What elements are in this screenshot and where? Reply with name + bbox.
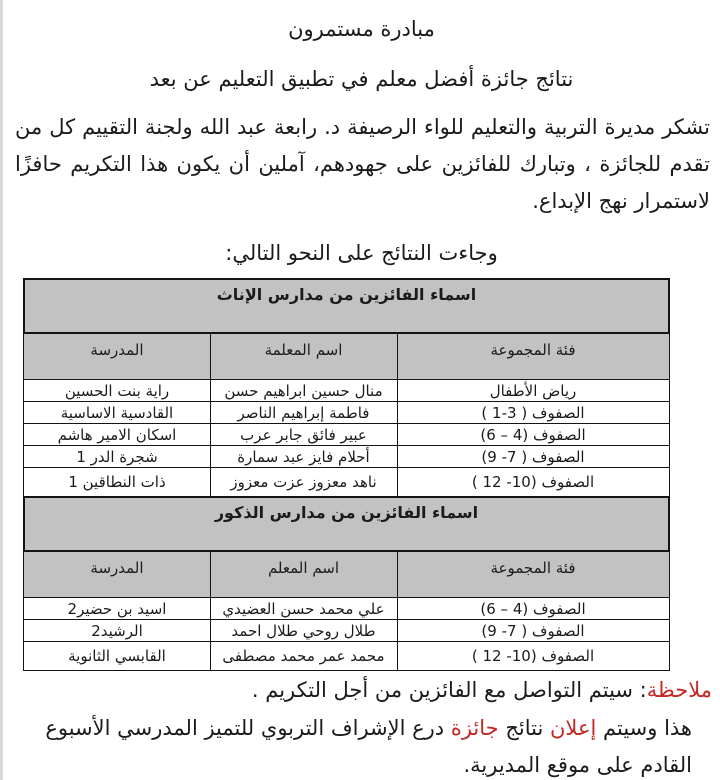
closing-highlight-announcement: إعلان [550,716,597,740]
cell-school: راية بنت الحسين [24,380,210,402]
table-row [24,380,669,402]
cell-school: الرشيد2 [24,620,210,642]
cell-school: اسيد بن حضير2 [24,598,210,620]
cell-school: شجرة الدر 1 [24,446,210,468]
closing-highlight-award: جائزة [450,716,499,740]
cell-school: ذات النطاقين 1 [24,468,210,498]
column-header-teacher: اسم المعلمة [210,333,397,380]
table-row [24,424,669,446]
column-header-teacher: اسم المعلم [210,551,397,598]
cell-teacher: فاطمة إبراهيم الناصر [210,402,397,424]
table-row [24,402,669,424]
cell-category: الصفوف ( 7- 9) [397,446,669,468]
female-section-title: اسماء الفائزين من مدارس الإناث [24,279,669,333]
table-row [24,598,669,620]
cell-category: الصفوف ( 7- 9) [397,620,669,642]
cell-school: القابسي الثانوية [24,642,210,671]
page-subtitle: نتائج جائزة أفضل معلم في تطبيق التعليم عن بعد [149,67,574,91]
closing-part1: هذا وسيتم [596,716,692,740]
female-section-header-row [24,279,669,333]
table-row [24,446,669,468]
female-column-header-row [24,333,669,380]
cell-category: رياض الأطفال [397,380,669,402]
cell-category: الصفوف ( 3-1 ) [397,402,669,424]
note-line [3,675,712,705]
male-column-header-row [24,551,669,598]
closing-part2: نتائج [498,716,550,740]
closing-part3: درع الإشراف التربوي للتميز المدرسي الأسبوع القادم على موقع المديرية. [45,716,692,777]
cell-teacher: محمد عمر محمد مصطفى [210,642,397,671]
intro-paragraph: تشكر مديرة التربية والتعليم للواء الرصيفة د. رابعة عبد الله ولجنة التقييم كل من تقدم للجائزة ، وتبارك للفائزين على جهودهم، آملين أن يكون هذا التكريم حافزًا لاستمرار نهج الإبداع. [15,115,710,213]
cell-school: القادسية الاساسية [24,402,210,424]
male-section-title: اسماء الفائزين من مدارس الذكور [24,497,669,551]
cell-teacher: منال حسين ابراهيم حسن [210,380,397,402]
cell-teacher: طلال روحي طلال احمد [210,620,397,642]
column-header-category: فئة المجموعة [397,333,669,380]
results-intro-line: وجاءت النتائج على النحو التالي: [225,241,498,265]
note-label: ملاحظة [646,678,712,702]
table-row [24,642,669,671]
cell-teacher: علي محمد حسن العضيدي [210,598,397,620]
cell-school: اسكان الامير هاشم [24,424,210,446]
results-table [23,278,670,671]
cell-category: الصفوف (10- 12 ) [397,468,669,498]
column-header-school: المدرسة [24,333,210,380]
cell-category: الصفوف (4 – 6) [397,598,669,620]
note-text: : سيتم التواصل مع الفائزين من أجل التكريم . [251,678,647,702]
cell-category: الصفوف (10- 12 ) [397,642,669,671]
page-title: مبادرة مستمرون [288,17,435,41]
male-section-header-row [24,497,669,551]
cell-teacher: عبير فائق جابر عرب [210,424,397,446]
table-row [24,620,669,642]
cell-category: الصفوف (4 – 6) [397,424,669,446]
closing-paragraph [19,710,692,780]
cell-teacher: أحلام فايز عبد سمارة [210,446,397,468]
column-header-school: المدرسة [24,551,210,598]
column-header-category: فئة المجموعة [397,551,669,598]
table-row [24,468,669,498]
cell-teacher: ناهد معزوز عزت معزوز [210,468,397,498]
